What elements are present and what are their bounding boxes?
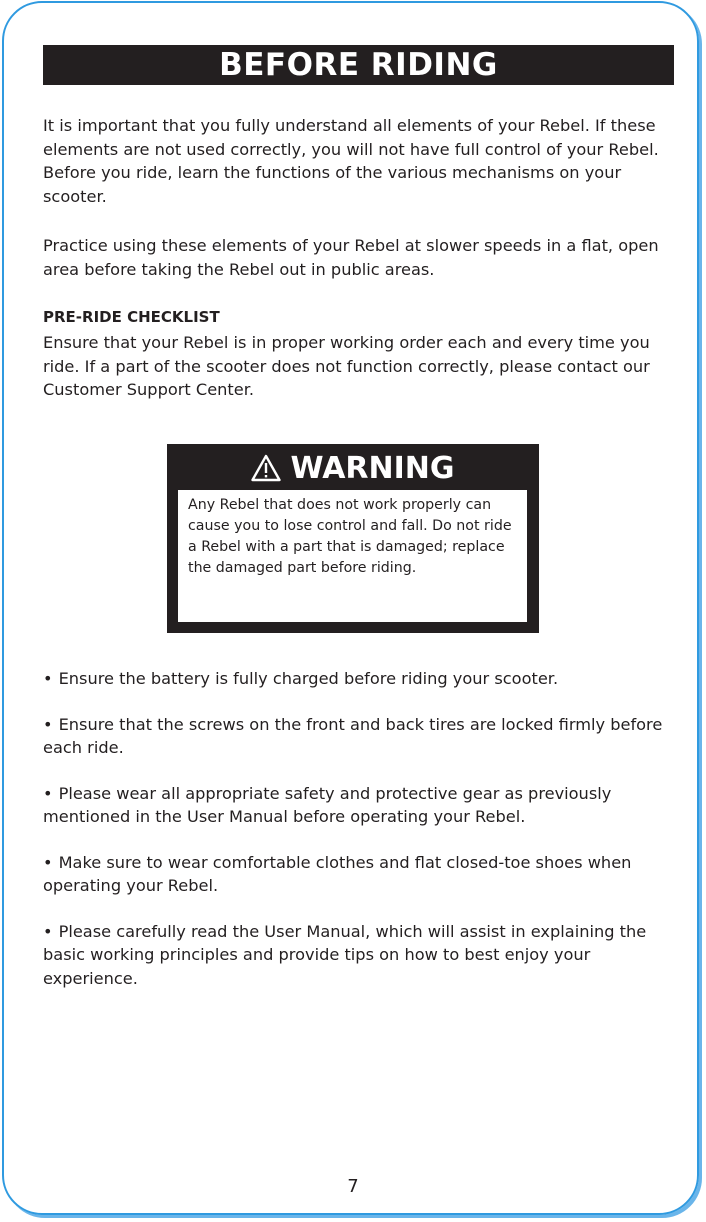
checklist-paragraph: Ensure that your Rebel is in proper working order each and every time you ride. If a part of the scooter does not function correctly, please contact our Customer Support Center. [43,333,650,399]
warning-triangle-icon [251,454,281,482]
practice-paragraph: Practice using these elements of your Rebel at slower speeds in a flat, open area before taking the Rebel out in public areas. [43,236,659,279]
bullet-text: Ensure that the screws on the front and back tires are locked firmly before each ride. [43,714,663,757]
list-item [43,920,683,991]
list-item [43,851,683,898]
page-title: BEFORE RIDING [219,47,498,83]
list-item [43,667,683,691]
list-item [43,713,683,760]
bullet-text: Please wear all appropriate safety and protective gear as previously mentioned in the User Manual before operating your Rebel. [43,783,612,826]
bullet-dot: • [43,921,53,941]
bullet-text: Please carefully read the User Manual, which will assist in explaining the basic working principles and provide tips on how to best enjoy your experience. [43,921,647,988]
warning-header [167,448,539,488]
checklist-heading: PRE-RIDE CHECKLIST [43,308,220,326]
page-title-bar [43,45,674,85]
list-item [43,782,683,829]
pre-ride-bullet-list [43,667,683,1012]
warning-title: WARNING [290,450,455,486]
page-number: 7 [347,1176,359,1197]
warning-body: Any Rebel that does not work properly can cause you to lose control and fall. Do not ride a Rebel with a part that is damaged; replace the damaged part before riding. [178,490,527,622]
bullet-text: Make sure to wear comfortable clothes and flat closed-toe shoes when operating your Rebel. [43,852,632,895]
bullet-dot: • [43,669,53,688]
bullet-dot: • [43,714,53,734]
warning-box [167,444,539,633]
intro-paragraph: It is important that you fully understand all elements of your Rebel. If these elements are not used correctly, you will not have full control of your Rebel. Before you ride, learn the functions of the various mechanisms on your scooter. [43,116,659,206]
bullet-text: Ensure the battery is fully charged before riding your scooter. [58,669,559,688]
bullet-dot: • [43,783,53,803]
bullet-dot: • [43,852,53,872]
